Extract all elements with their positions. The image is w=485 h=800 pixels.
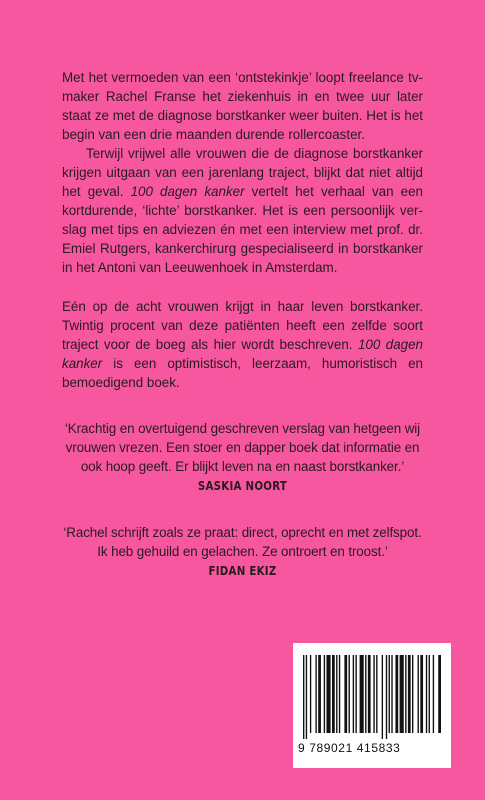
barcode-bar bbox=[326, 655, 330, 733]
barcode-bar bbox=[405, 655, 406, 733]
review-author: FIDAN EKIZ bbox=[208, 563, 277, 578]
barcode-bar bbox=[429, 655, 430, 733]
blurb-text: Terwijl vrijwel alle vrouwen die de diagnose borstkanker krijgen uitgaan van een jarenlang traject, blijkt dat niet altijd het geval. bbox=[62, 146, 423, 199]
barcode-bar bbox=[391, 655, 392, 733]
barcode-bar bbox=[310, 655, 311, 733]
barcode-bar bbox=[373, 655, 374, 733]
barcode-image bbox=[303, 655, 441, 739]
blurb-text: is een optimistisch, leerzaam, humoristisch en bemoedigend boek. bbox=[62, 356, 423, 390]
barcode-bar bbox=[412, 655, 413, 733]
barcode-label bbox=[293, 643, 451, 768]
barcode-bar bbox=[303, 655, 304, 739]
barcode-bar bbox=[332, 655, 335, 733]
barcode-bar bbox=[368, 655, 371, 733]
barcode-bar bbox=[344, 655, 347, 733]
blurb-paragraph-3 bbox=[62, 297, 423, 392]
review-quote: ‘Rachel schrijft zoals ze praat: direct, oprecht en met zelfspot. Ik heb gehuild en gelachen. Ze ontroert en troost.’ bbox=[63, 525, 422, 559]
barcode-bar bbox=[353, 655, 354, 733]
barcode-bar bbox=[420, 655, 423, 733]
isbn-number: 9 789021 415833 bbox=[298, 741, 401, 755]
review-quote: ‘Krachtig en overtuigend geschreven verslag van hetgeen wij vrouwen vrezen. Een stoer en dapper boek dat informatie en ook hoop geeft. Er blijkt leven na en naast borstkanker.’ bbox=[64, 421, 421, 474]
barcode-bar bbox=[306, 655, 307, 739]
barcode-bar bbox=[339, 655, 340, 733]
barcode-bar bbox=[386, 655, 387, 739]
barcode-bar bbox=[324, 655, 325, 733]
barcode-bar bbox=[408, 655, 411, 733]
barcode-bar bbox=[389, 655, 390, 733]
barcode-bar bbox=[318, 655, 321, 733]
barcode-bar bbox=[365, 655, 366, 733]
barcode-bar bbox=[395, 655, 398, 733]
blurb-text: vertelt het verhaal van een kortdurende, ‘lichte’ borstkanker. Het is een persoonlijk verslag met tips en adviezen én met een interview met prof. dr. Emiel Rutgers, kankerchirurg gespecialiseerd in borstkanker in het Antoni van Leeuwenhoek in Amsterdam. bbox=[62, 184, 423, 275]
barcode-bar bbox=[336, 655, 337, 733]
barcode-bar bbox=[418, 655, 419, 733]
barcode-bar bbox=[433, 655, 434, 733]
barcode-bar bbox=[315, 655, 316, 733]
blurb-paragraph-1: Met het vermoeden van een ‘ontstekinkje’ loopt freelance tv-maker Rachel Franse het ziekenhuis in en twee uur later staat ze met de diagnose borstkanker weer buiten. Het is het begin van een drie maanden durende rollercoaster. bbox=[62, 70, 423, 142]
barcode-bar bbox=[426, 655, 427, 733]
book-title-inline: 100 dagen kanker bbox=[130, 184, 245, 199]
barcode-bar bbox=[355, 655, 356, 733]
blurb-text: Eén op de acht vrouwen krijgt in haar leven borstkanker. Twintig procent van deze patiënten heeft een zelfde soort traject voor de boeg als hier wordt beschreven. bbox=[62, 299, 423, 352]
barcode-bar bbox=[349, 655, 350, 733]
blurb-paragraph-2 bbox=[62, 144, 423, 277]
barcode-bar bbox=[382, 655, 383, 739]
review-author: SASKIA NOORT bbox=[197, 478, 288, 493]
barcode-bar bbox=[438, 655, 441, 733]
back-cover-text bbox=[62, 68, 423, 580]
barcode-bar bbox=[360, 655, 364, 733]
book-title-inline: 100 dagen kanker bbox=[62, 337, 423, 371]
barcode-bar bbox=[376, 655, 377, 733]
barcode-bar bbox=[400, 655, 404, 733]
